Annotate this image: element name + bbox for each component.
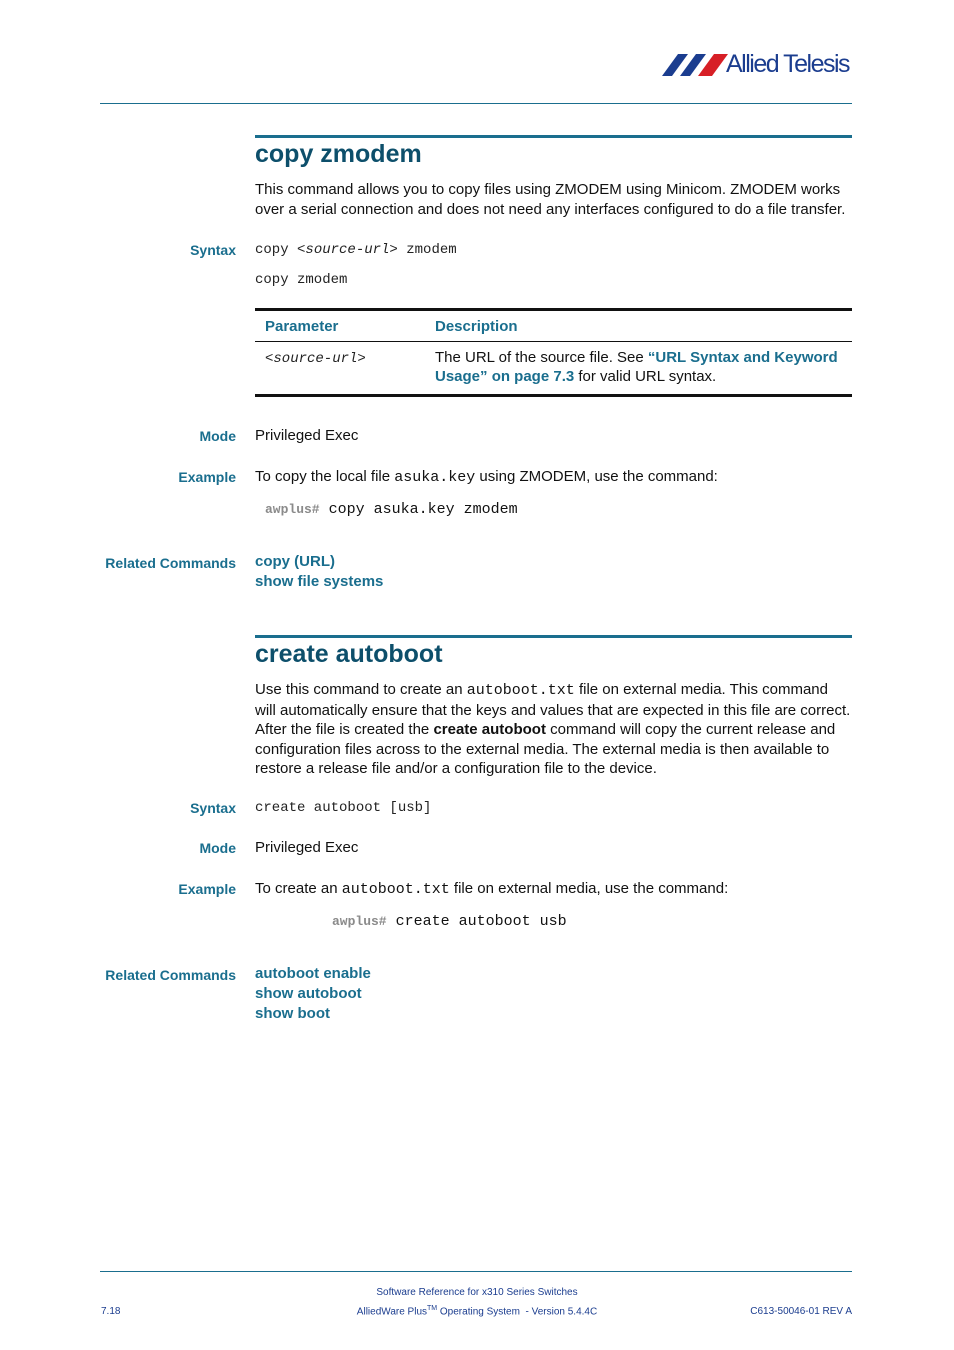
allied-telesis-logo [660,50,855,80]
trademark-superscript: TM [427,1305,438,1312]
example-text: file on external media, use the command: [449,880,729,897]
syntax-line [255,242,457,258]
related-commands-label: Related Commands [105,967,236,983]
related-link-show-file-systems[interactable]: show file systems [255,573,384,590]
footer-title: Software Reference for x310 Series Switches [376,1287,578,1298]
related-link-copy-url[interactable]: copy (URL) [255,553,335,570]
create-autoboot-description [255,680,852,779]
description-text: for valid URL syntax. [574,368,717,385]
section-title-copy-zmodem: copy zmodem [255,140,422,168]
example-label: Example [178,881,236,897]
autoboot-filename: autoboot.txt [466,682,575,699]
table-header-parameter: Parameter [265,318,339,335]
example-filename: asuka.key [394,469,476,486]
example-text: To create an [255,880,342,897]
example-filename: autoboot.txt [341,881,450,898]
syntax-command: copy [255,242,298,258]
cli-prompt: awplus# [265,502,320,517]
mode-value: Privileged Exec [255,839,359,856]
parameter-name: <source-url> [265,351,366,367]
copy-zmodem-description: This command allows you to copy files using ZMODEM using Minicom. ZMODEM works over a serial connection and does not need any interfaces configured to do a file transfer. [255,181,846,218]
footer-os-name: AlliedWare Plus [356,1306,428,1318]
cli-command: copy asuka.key zmodem [319,501,518,518]
parameter-table [255,308,852,397]
footer-version: Operating System - Version 5.4.4C [437,1306,598,1318]
description-text: Use this command to create an [255,681,467,698]
example-command-line [332,913,567,930]
related-link-show-autoboot[interactable]: show autoboot [255,985,362,1002]
related-commands-list [255,964,371,1024]
footer-rule [100,1271,852,1272]
related-link-autoboot-enable[interactable]: autoboot enable [255,965,371,982]
footer-document-code: C613-50046-01 REV A [750,1306,852,1317]
table-header-row [255,310,852,342]
example-text: To copy the local file [255,468,395,485]
command-name: create autoboot [433,721,546,738]
mode-label: Mode [199,428,236,444]
mode-label: Mode [199,840,236,856]
mode-value: Privileged Exec [255,427,359,444]
description-text: The URL of the source file. See [435,349,648,366]
logo-wordmark: Allied Telesis [726,50,850,78]
section-title-create-autoboot: create autoboot [255,640,443,668]
related-commands-list [255,552,383,592]
syntax-line: create autoboot [usb] [255,800,432,816]
syntax-keyword: zmodem [397,242,457,258]
section-rule-create-autoboot [255,635,852,638]
url-syntax-link[interactable]: “URL Syntax and Keyword Usage” on page 7.3 [435,349,838,385]
cli-command: create autoboot usb [386,913,567,930]
example-description [255,467,718,488]
example-command-line [265,501,518,518]
example-text: using ZMODEM, use the command: [475,468,718,485]
table-header-description: Description [435,318,518,335]
cli-prompt: awplus# [332,914,387,929]
table-row [255,342,852,396]
allied-telesis-logo-mark-icon [660,52,730,78]
table-cell-parameter [255,342,425,396]
section-rule-copy-zmodem [255,135,852,138]
related-link-show-boot[interactable]: show boot [255,1005,330,1022]
example-label: Example [178,469,236,485]
syntax-parameter: <source-url> [297,242,398,258]
description-text: command will copy the current release and configuration files across to the external media. The external media is then available to restore a release file and/or a configuration file to the device. [255,721,836,777]
table-cell-description [425,342,852,396]
header-rule [100,103,852,104]
footer-page-number: 7.18 [101,1306,121,1317]
description-text: file on external media. This command will automatically ensure that the keys and values that are expected in this file are correct. After the file is created the [255,681,851,738]
syntax-label: Syntax [190,242,236,258]
related-commands-label: Related Commands [105,555,236,571]
syntax-label: Syntax [190,800,236,816]
syntax-line: copy zmodem [255,272,348,288]
example-description [255,879,728,900]
